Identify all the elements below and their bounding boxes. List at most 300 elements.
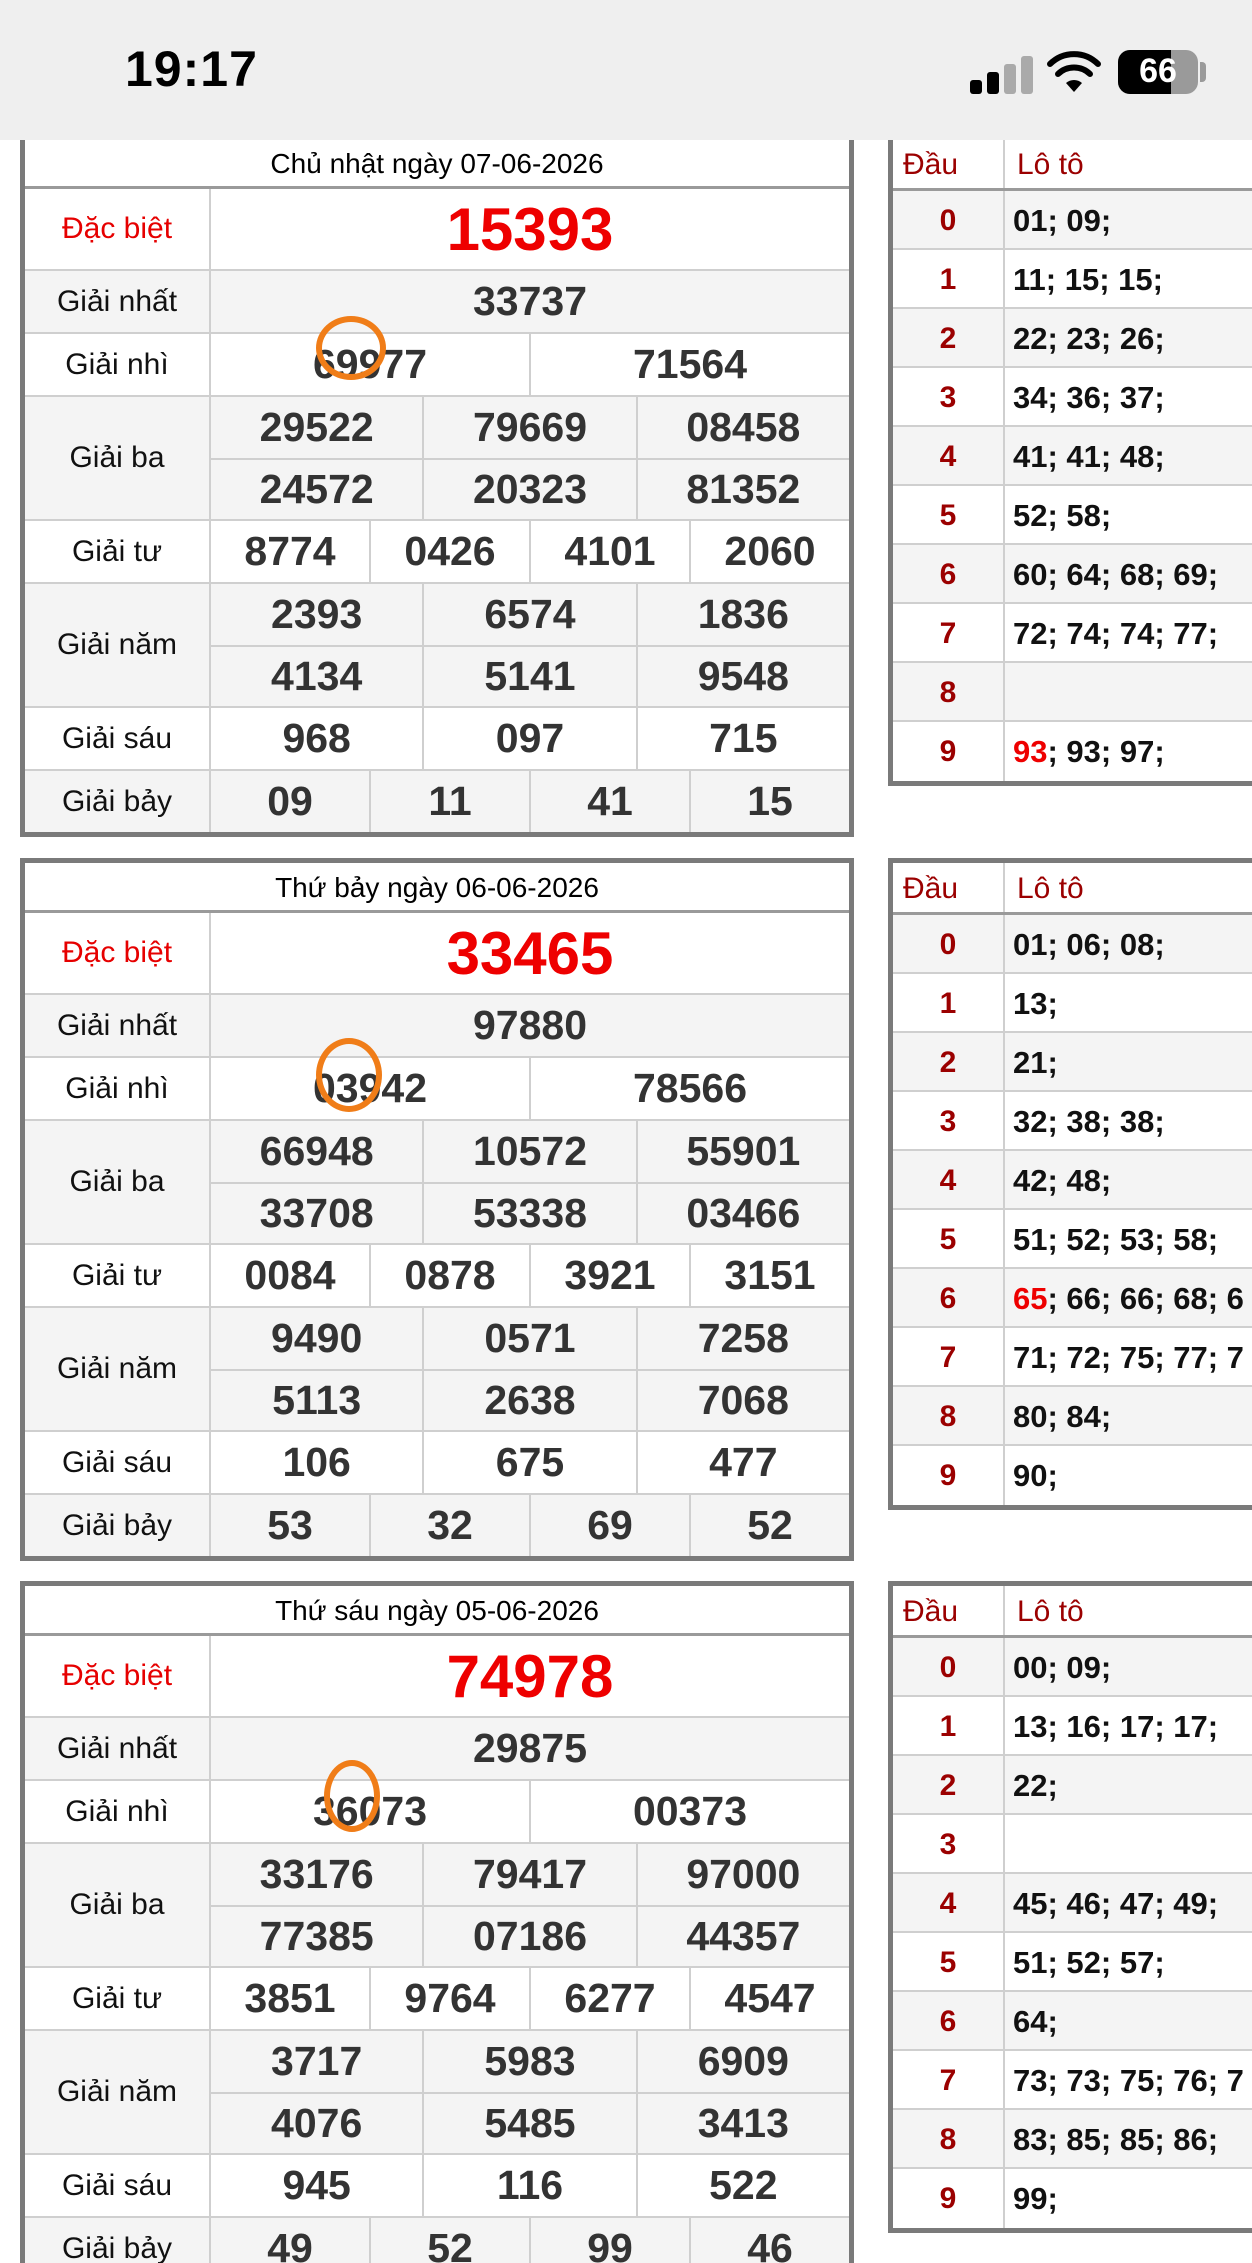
prize-label: Giải sáu — [25, 1432, 211, 1493]
prize-number: 52 — [689, 1495, 849, 1556]
prize-number: 00373 — [529, 1781, 849, 1842]
prize-number: 49 — [267, 2225, 313, 2263]
prize-number: 7258 — [636, 1308, 849, 1369]
loto-head-label: Đầu — [893, 139, 1005, 188]
loto-values-text: 41; 41; 48; — [1013, 439, 1165, 474]
loto-values-text: 11; 15; 15; — [1013, 262, 1163, 297]
loto-values-text: 52; 58; — [1013, 498, 1112, 533]
loto-head-digit: 6 — [893, 1269, 1005, 1326]
result-table — [20, 858, 854, 1561]
loto-values-text: 00; 09; — [1013, 1650, 1112, 1685]
loto-values — [1005, 1697, 1252, 1754]
prize-number: 09 — [267, 778, 313, 824]
prize-values — [211, 2218, 849, 2263]
prize-values — [211, 1844, 849, 1966]
prize-line — [211, 771, 849, 832]
prize-values — [211, 1495, 849, 1556]
loto-values — [1005, 427, 1252, 484]
loto-head-digit: 6 — [893, 1992, 1005, 2049]
prize-number: 81352 — [636, 460, 849, 519]
loto-table — [888, 858, 1252, 1510]
prize-line — [211, 2218, 849, 2263]
prize-number: 6574 — [422, 584, 635, 645]
prize-label: Giải tư — [25, 1245, 211, 1306]
prize-number: 5141 — [422, 647, 635, 706]
loto-values-label: Lô tô — [1017, 1595, 1084, 1628]
prize-number: 10572 — [422, 1121, 635, 1182]
prize-number: 106 — [282, 1439, 351, 1485]
loto-head-label: Đầu — [893, 863, 1005, 912]
loto-head-digit: 5 — [893, 486, 1005, 543]
prize-line — [211, 2155, 849, 2216]
loto-values-text: 13; 16; 17; 17; — [1013, 1709, 1219, 1744]
loto-head-digit: 7 — [893, 604, 1005, 661]
loto-row — [893, 1387, 1252, 1446]
prize-values — [211, 1058, 849, 1119]
prize-first-row — [25, 271, 849, 334]
prize-seventh-row — [25, 2218, 849, 2263]
prize-number: 5485 — [422, 2094, 635, 2153]
loto-body — [893, 1638, 1252, 2228]
loto-head-digit: 9 — [893, 722, 1005, 781]
loto-values-text: 22; 23; 26; — [1013, 321, 1165, 356]
loto-values — [1005, 545, 1252, 602]
loto-values — [1005, 1328, 1252, 1385]
loto-row — [893, 722, 1252, 781]
prize-number: 11 — [369, 771, 529, 832]
prize-label: Giải bảy — [25, 1495, 211, 1556]
prize-line — [211, 1844, 849, 1905]
prize-number: 36073 — [312, 1788, 427, 1834]
prize-values — [211, 521, 849, 582]
prize-number: 08458 — [636, 397, 849, 458]
loto-values-text: 01; 09; — [1013, 203, 1112, 238]
prize-first-row — [25, 1718, 849, 1781]
loto-row — [893, 663, 1252, 722]
prize-number: 2060 — [689, 521, 849, 582]
prize-number: 66948 — [259, 1128, 374, 1174]
prize-number: 33737 — [472, 278, 587, 324]
prize-number: 53338 — [422, 1184, 635, 1243]
prize-line — [211, 1781, 849, 1842]
prize-line — [211, 1058, 849, 1119]
prize-label: Đặc biệt — [25, 913, 211, 993]
loto-row — [893, 1446, 1252, 1505]
loto-head-digit: 3 — [893, 368, 1005, 425]
loto-head-digit: 8 — [893, 2110, 1005, 2167]
loto-head-digit: 4 — [893, 1874, 1005, 1931]
loto-row — [893, 1756, 1252, 1815]
loto-head-digit: 4 — [893, 1151, 1005, 1208]
prize-number: 77385 — [259, 1913, 374, 1959]
prize-number: 1836 — [636, 584, 849, 645]
prize-line — [211, 645, 849, 706]
prize-number: 0571 — [422, 1308, 635, 1369]
prize-values — [211, 995, 849, 1056]
loto-values-text: 42; 48; — [1013, 1163, 1112, 1198]
loto-row — [893, 2110, 1252, 2169]
loto-values-text: 60; 64; 68; 69; — [1013, 557, 1219, 592]
prize-label: Giải năm — [25, 1308, 211, 1430]
prize-number: 03942 — [312, 1065, 427, 1111]
prize-label: Giải tư — [25, 1968, 211, 2029]
prize-number: 03466 — [636, 1184, 849, 1243]
prize-line — [211, 1718, 849, 1779]
prize-values — [211, 584, 849, 706]
prize-values — [211, 1718, 849, 1779]
loto-row — [893, 1992, 1252, 2051]
battery-tip — [1200, 62, 1206, 82]
prize-label: Giải năm — [25, 584, 211, 706]
prize-number: 9490 — [271, 1315, 363, 1361]
prize-label: Giải nhất — [25, 271, 211, 332]
loto-row — [893, 915, 1252, 974]
prize-number: 8774 — [244, 528, 336, 574]
prize-number: 69977 — [312, 341, 427, 387]
loto-head-digit: 2 — [893, 1033, 1005, 1090]
loto-body — [893, 191, 1252, 781]
prize-number: 79669 — [422, 397, 635, 458]
prize-label: Đặc biệt — [25, 189, 211, 269]
loto-values — [1005, 1387, 1252, 1444]
loto-values — [1005, 1033, 1252, 1090]
loto-values — [1005, 1756, 1252, 1813]
loto-values-label: Lô tô — [1017, 148, 1084, 181]
prize-line — [211, 708, 849, 769]
loto-values-text: ; 66; 66; 68; 6 — [1047, 1281, 1244, 1316]
loto-row — [893, 1933, 1252, 1992]
loto-values — [1005, 915, 1252, 972]
battery-icon — [1118, 50, 1198, 94]
loto-row — [893, 974, 1252, 1033]
prize-values — [211, 1245, 849, 1306]
prize-label: Giải tư — [25, 521, 211, 582]
loto-row — [893, 191, 1252, 250]
loto-values-text: 01; 06; 08; — [1013, 927, 1165, 962]
loto-row — [893, 250, 1252, 309]
prize-number: 55901 — [636, 1121, 849, 1182]
prize-fourth-row — [25, 1968, 849, 2031]
prize-values — [211, 271, 849, 332]
prize-number: 3717 — [271, 2038, 363, 2084]
prize-line — [211, 1121, 849, 1182]
loto-values-text: 72; 74; 74; 77; — [1013, 616, 1219, 651]
prize-number: 46 — [689, 2218, 849, 2263]
prize-label: Giải năm — [25, 2031, 211, 2153]
prize-number: 0084 — [244, 1252, 336, 1298]
loto-values-text: 73; 73; 75; 76; 7 — [1013, 2063, 1244, 2098]
prize-number: 6909 — [636, 2031, 849, 2092]
prize-number: 53 — [267, 1502, 313, 1548]
prize-number: 52 — [369, 2218, 529, 2263]
loto-values-text: 99; — [1013, 2181, 1058, 2216]
prize-third-row — [25, 1844, 849, 1968]
loto-values — [1005, 1446, 1252, 1505]
loto-head-digit: 4 — [893, 427, 1005, 484]
prize-fifth-row — [25, 584, 849, 708]
prize-number: 2393 — [271, 591, 363, 637]
loto-values — [1005, 1151, 1252, 1208]
prize-second-row — [25, 334, 849, 397]
loto-row — [893, 1269, 1252, 1328]
cellular-signal-icon — [970, 54, 1034, 94]
prize-line — [211, 1905, 849, 1966]
loto-head-digit: 1 — [893, 974, 1005, 1031]
prize-values — [211, 708, 849, 769]
prize-number: 97000 — [636, 1844, 849, 1905]
prize-number: 32 — [369, 1495, 529, 1556]
prize-line — [211, 271, 849, 332]
prize-number: 116 — [422, 2155, 635, 2216]
prize-number: 29522 — [259, 404, 374, 450]
status-bar — [0, 0, 1252, 140]
loto-row — [893, 486, 1252, 545]
loto-values — [1005, 1815, 1252, 1872]
loto-row — [893, 1815, 1252, 1874]
loto-head-digit: 3 — [893, 1092, 1005, 1149]
status-time: 19:17 — [125, 41, 258, 97]
prize-number: 4547 — [689, 1968, 849, 2029]
prize-label: Giải bảy — [25, 771, 211, 832]
loto-values-text: 45; 46; 47; 49; — [1013, 1886, 1219, 1921]
prize-number: 78566 — [529, 1058, 849, 1119]
prize-number: 69 — [529, 1495, 689, 1556]
prize-number: 675 — [422, 1432, 635, 1493]
prize-number: 9764 — [369, 1968, 529, 2029]
prize-values — [211, 1121, 849, 1243]
loto-row — [893, 1874, 1252, 1933]
loto-row — [893, 368, 1252, 427]
loto-row — [893, 427, 1252, 486]
prize-line — [211, 1308, 849, 1369]
prize-line — [211, 995, 849, 1056]
result-title: Chủ nhật ngày 07-06-2026 — [25, 139, 849, 189]
prize-values — [211, 1636, 849, 1716]
prize-second-row — [25, 1781, 849, 1844]
prize-label: Giải ba — [25, 1121, 211, 1243]
prize-number: 097 — [422, 708, 635, 769]
prize-fourth-row — [25, 521, 849, 584]
prize-number: 3851 — [244, 1975, 336, 2021]
prize-seventh-row — [25, 1495, 849, 1556]
result-title: Thứ sáu ngày 05-06-2026 — [25, 1586, 849, 1636]
loto-values — [1005, 663, 1252, 720]
prize-line — [211, 913, 849, 993]
prize-number: 15 — [689, 771, 849, 832]
loto-values — [1005, 486, 1252, 543]
wifi-icon — [1046, 50, 1102, 94]
result-table — [20, 1581, 854, 2263]
loto-values — [1005, 250, 1252, 307]
prize-number: 07186 — [422, 1907, 635, 1966]
prize-label: Giải nhì — [25, 1058, 211, 1119]
prize-number: 968 — [282, 715, 351, 761]
loto-head-digit: 0 — [893, 915, 1005, 972]
loto-values-text: 13; — [1013, 986, 1058, 1021]
prize-line — [211, 1245, 849, 1306]
loto-values — [1005, 1933, 1252, 1990]
prize-third-row — [25, 397, 849, 521]
prize-number: 4076 — [271, 2100, 363, 2146]
loto-values-text: 90; — [1013, 1458, 1058, 1493]
loto-values-label: Lô tô — [1017, 872, 1084, 905]
loto-header — [893, 139, 1252, 191]
prize-line — [211, 189, 849, 269]
prize-number: 71564 — [529, 334, 849, 395]
loto-values-text: ; 93; 97; — [1047, 734, 1165, 769]
loto-values-text: 83; 85; 85; 86; — [1013, 2122, 1219, 2157]
prize-number: 33465 — [446, 919, 614, 987]
loto-head-digit: 7 — [893, 1328, 1005, 1385]
loto-values — [1005, 1874, 1252, 1931]
prize-label: Đặc biệt — [25, 1636, 211, 1716]
prize-number: 4134 — [271, 653, 363, 699]
prize-special-row — [25, 189, 849, 271]
loto-head-digit: 6 — [893, 545, 1005, 602]
prize-seventh-row — [25, 771, 849, 832]
loto-header — [893, 1586, 1252, 1638]
prize-line — [211, 1495, 849, 1556]
prize-values — [211, 1432, 849, 1493]
prize-number: 715 — [636, 708, 849, 769]
prize-special-row — [25, 913, 849, 995]
loto-values-text: 34; 36; 37; — [1013, 380, 1165, 415]
prize-number: 33708 — [259, 1190, 374, 1236]
loto-values — [1005, 1992, 1252, 2049]
prize-fifth-row — [25, 2031, 849, 2155]
prize-line — [211, 397, 849, 458]
loto-values — [1005, 2110, 1252, 2167]
prize-number: 29875 — [472, 1725, 587, 1771]
prize-line — [211, 521, 849, 582]
prize-number: 522 — [636, 2155, 849, 2216]
prize-line — [211, 458, 849, 519]
loto-special-highlight: 93 — [1013, 734, 1048, 769]
loto-values-text: 22; — [1013, 1768, 1058, 1803]
prize-values — [211, 913, 849, 993]
loto-head-digit: 9 — [893, 2169, 1005, 2228]
prize-line — [211, 2031, 849, 2092]
loto-values — [1005, 1269, 1252, 1326]
loto-values — [1005, 1092, 1252, 1149]
prize-number: 5983 — [422, 2031, 635, 2092]
prize-number: 3151 — [689, 1245, 849, 1306]
loto-row — [893, 545, 1252, 604]
prize-label: Giải sáu — [25, 708, 211, 769]
loto-head-digit: 9 — [893, 1446, 1005, 1505]
prize-fourth-row — [25, 1245, 849, 1308]
prize-line — [211, 2092, 849, 2153]
prize-number: 0878 — [369, 1245, 529, 1306]
prize-values — [211, 1968, 849, 2029]
prize-line — [211, 1182, 849, 1243]
prize-third-row — [25, 1121, 849, 1245]
prize-number: 9548 — [636, 647, 849, 706]
loto-values-text: 32; 38; 38; — [1013, 1104, 1165, 1139]
loto-values-text: 64; — [1013, 2004, 1058, 2039]
circle-mark — [324, 1760, 380, 1832]
loto-head-digit: 8 — [893, 663, 1005, 720]
prize-number: 6277 — [529, 1968, 689, 2029]
prize-second-row — [25, 1058, 849, 1121]
loto-values-text: 80; 84; — [1013, 1399, 1112, 1434]
prize-values — [211, 2155, 849, 2216]
prize-number: 41 — [529, 771, 689, 832]
prize-number: 79417 — [422, 1844, 635, 1905]
prize-number: 0426 — [369, 521, 529, 582]
prize-first-row — [25, 995, 849, 1058]
loto-row — [893, 1328, 1252, 1387]
prize-line — [211, 1636, 849, 1716]
prize-number: 33176 — [259, 1851, 374, 1897]
loto-values-text: 51; 52; 53; 58; — [1013, 1222, 1219, 1257]
prize-line — [211, 1968, 849, 2029]
prize-line — [211, 1369, 849, 1430]
prize-number: 3921 — [529, 1245, 689, 1306]
loto-values-text: 21; — [1013, 1045, 1058, 1080]
loto-row — [893, 1210, 1252, 1269]
prize-number: 97880 — [472, 1002, 587, 1048]
loto-values — [1005, 309, 1252, 366]
loto-row — [893, 1638, 1252, 1697]
loto-values — [1005, 191, 1252, 248]
loto-head-label: Đầu — [893, 1586, 1005, 1635]
prize-number: 7068 — [636, 1371, 849, 1430]
prize-line — [211, 584, 849, 645]
loto-head-digit: 1 — [893, 1697, 1005, 1754]
loto-values — [1005, 2169, 1252, 2228]
prize-values — [211, 397, 849, 519]
prize-label: Giải ba — [25, 397, 211, 519]
prize-number: 24572 — [259, 466, 374, 512]
loto-row — [893, 2051, 1252, 2110]
prize-number: 3413 — [636, 2094, 849, 2153]
prize-number: 44357 — [636, 1907, 849, 1966]
prize-special-row — [25, 1636, 849, 1718]
loto-head-digit: 0 — [893, 191, 1005, 248]
loto-values — [1005, 2051, 1252, 2108]
prize-number: 4101 — [529, 521, 689, 582]
loto-row — [893, 1092, 1252, 1151]
prize-values — [211, 2031, 849, 2153]
prize-label: Giải nhất — [25, 995, 211, 1056]
prize-label: Giải nhất — [25, 1718, 211, 1779]
prize-number: 5113 — [272, 1377, 362, 1423]
prize-number: 74978 — [446, 1642, 614, 1710]
loto-values — [1005, 368, 1252, 425]
loto-head-digit: 2 — [893, 309, 1005, 366]
prize-label: Giải bảy — [25, 2218, 211, 2263]
loto-table — [888, 134, 1252, 786]
prize-sixth-row — [25, 708, 849, 771]
prize-number: 99 — [529, 2218, 689, 2263]
prize-sixth-row — [25, 2155, 849, 2218]
result-title: Thứ bảy ngày 06-06-2026 — [25, 863, 849, 913]
loto-values — [1005, 1638, 1252, 1695]
prize-number: 477 — [636, 1432, 849, 1493]
loto-row — [893, 2169, 1252, 2228]
loto-head-digit: 3 — [893, 1815, 1005, 1872]
prize-label: Giải sáu — [25, 2155, 211, 2216]
prize-number: 945 — [282, 2162, 351, 2208]
loto-row — [893, 1033, 1252, 1092]
loto-head-digit: 1 — [893, 250, 1005, 307]
loto-row — [893, 1697, 1252, 1756]
loto-head-digit: 7 — [893, 2051, 1005, 2108]
prize-values — [211, 1308, 849, 1430]
loto-special-highlight: 65 — [1013, 1281, 1048, 1316]
loto-head-digit: 2 — [893, 1756, 1005, 1813]
